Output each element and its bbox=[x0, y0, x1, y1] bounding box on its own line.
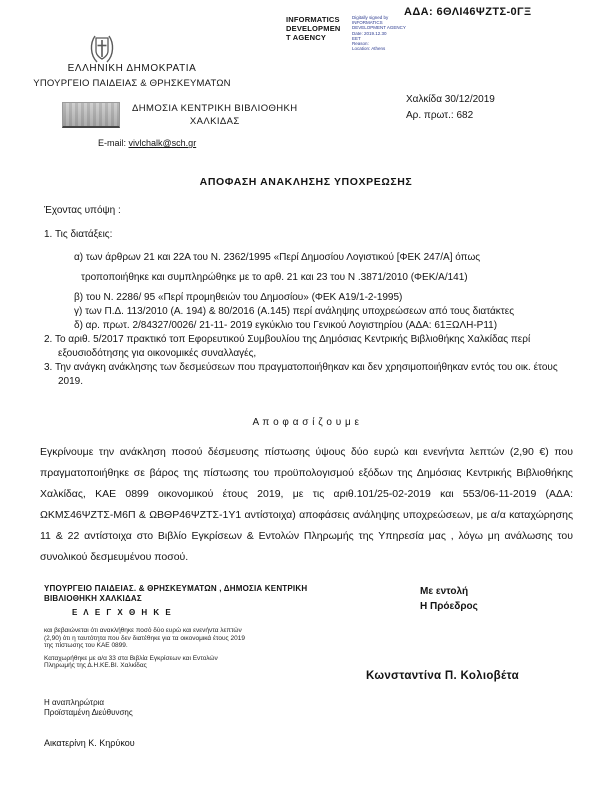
header-authority bbox=[16, 63, 248, 89]
page-title: ΑΠΟΦΑΣΗ ΑΝΑΚΛΗΣΗΣ ΥΠΟΧΡΕΩΣΗΣ bbox=[199, 176, 413, 188]
certification-block bbox=[44, 584, 307, 618]
email-link[interactable]: vivlchalk@sch.gr bbox=[128, 138, 197, 148]
deputy-signature-name: Αικατερίνη Κ. Κηρύκου bbox=[44, 738, 135, 748]
place-date: Χαλκίδα 30/12/2019 bbox=[406, 94, 495, 105]
stamp-agency-name: INFORMATICS DEVELOPMEN T AGENCY bbox=[286, 15, 341, 42]
president-title: Η Πρόεδρος bbox=[420, 601, 478, 612]
digital-signature-stamp bbox=[286, 15, 424, 51]
library-header bbox=[62, 102, 298, 128]
library-logo-image bbox=[62, 102, 120, 128]
decision-heading: Α π ο φ α σ ί ζ ο υ μ ε bbox=[252, 417, 360, 428]
law-item-a-cont: τροποποιήθηκε και συμπληρώθηκε με το αρθ. 21 και 23 του Ν .3871/2010 (ΦΕΚ/Α/141) bbox=[81, 272, 468, 283]
email-line bbox=[98, 138, 196, 148]
considerations-section bbox=[44, 205, 572, 389]
president-signature-name: Κωνσταντίνα Π. Κολιοβέτα bbox=[366, 670, 519, 682]
law-item-b: β) του Ν. 2286/ 95 «Περί προμηθειών του Δημοσίου» (ΦΕΚ Α19/1-2-1995) bbox=[74, 292, 403, 303]
checked-label: Ε Λ Ε Γ Χ Θ Η Κ Ε bbox=[72, 608, 173, 617]
consideration-item-2: 2. Το αριθ. 5/2017 πρακτικό τοπ Εφορευτικού Συμβουλίου της Δημόσιας Κεντρικής Βιβλιοθήκης Χαλκίδας περί εξουσιοδότησης για οικονομικές συναλλαγές, bbox=[44, 334, 531, 359]
certification-line-1: ΥΠΟΥΡΓΕΙΟ ΠΑΙΔΕΙΑΣ. & ΘΡΗΣΚΕΥΜΑΤΩΝ , ΔΗΜΟΣΙΑ ΚΕΝΤΡΙΚΗ bbox=[44, 584, 308, 593]
certification-line-2: ΒΙΒΛΙΟΘΗΚΗ ΧΑΛΚΙΔΑΣ bbox=[44, 594, 142, 603]
law-item-c: γ) των Π.Δ. 113/2010 (Α. 194) & 80/2016 (Α.145) περί ανάληψης υποχρεώσεων από τους διατάκτες bbox=[74, 306, 515, 317]
law-item-a: α) των άρθρων 21 και 22Α του Ν. 2362/1995 «Περί Δημοσίου Λογιστικού [ΦΕΚ 247/Α] όπως bbox=[74, 252, 481, 263]
ministry-label: ΥΠΟΥΡΓΕΙΟ ΠΑΙΔΕΙΑΣ & ΘΡΗΣΚΕΥΜΑΤΩΝ bbox=[33, 78, 231, 89]
date-protocol-block bbox=[406, 92, 495, 124]
hellenic-republic-label: ΕΛΛΗΝΙΚΗ ΔΗΜΟΚΡΑΤΙΑ bbox=[67, 63, 197, 74]
stamp-signature-details: Digitally signed by INFORMATICS DEVELOPMENT AGENCY Date: 2019.12.30 EET Reason: Location: Athens bbox=[352, 15, 406, 52]
deputy-role-2: Προϊσταμένη Διεύθυνσης bbox=[44, 708, 133, 717]
protocol-number: Αρ. πρωτ.: 682 bbox=[406, 110, 474, 121]
law-item-d: δ) αρ. πρωτ. 2/84327/0026/ 21-11- 2019 εγκύκλιο του Γενικού Λογιστηρίου (ΑΔΑ: 61ΞΩΛΗ-Ρ11) bbox=[74, 320, 498, 331]
deputy-title-block bbox=[44, 698, 133, 718]
by-order-block bbox=[420, 584, 478, 614]
decision-body: Εγκρίνουμε την ανάκληση ποσού δέσμευσης πίστωσης ύψους δύο ευρώ και ενενήντα λεπτών (2,90 €) που πραγματοποιήθηκε σε βάρος της πίστωσης του προϋπολογισμού εξόδων της Δημόσιας Κεντρικής Βιβλιοθήκης Χαλκίδας, ΚΑΕ 0899 οικονομικού έτους 2019, με τις αριθ.101/25-02-2019 και 553/06-11-2019 (ΑΔΑ: ΩΚΜΣ46ΨΖΤΣ-Μ6Π & ΩΒΘΡ46ΨΖΤΣ-1Υ1 αντίστοιχα) αποφάσεις ανάληψης υποχρεώσεων, με α/α καταχώρησης 11 & 22 αντίστοιχα στο Βιβλίο Εγκρίσεων & Εντολών Πληρωμής της Υπηρεσία μας , λόγω μη ανάλωσης του συνολικού δεσμευμένου ποσού. bbox=[40, 446, 573, 563]
ada-code: ΑΔΑ: 6ΘΛΙ46ΨΖΤΣ-0ΓΞ bbox=[404, 6, 532, 18]
fine-print-block: και βεβαιώνεται ότι ανακλήθηκε ποσό δύο ευρώ και ενενήντα λεπτών (2,90) ότι η ταυτότητα που δεν διατέθηκε για τα οικονομικά έτους 2019 της πίστωσης του ΚΑΕ 0899. Καταχωρήθηκε με α/α 33 στα Βιβλία Εγκρίσεων και Εντολών Πληρωμής της Δ.Η.ΚΕ.ΒΙ. Χαλκίδας bbox=[44, 627, 245, 670]
library-name: ΔΗΜΟΣΙΑ ΚΕΝΤΡΙΚΗ ΒΙΒΛΙΟΘΗΚΗ ΧΑΛΚΙΔΑΣ bbox=[132, 103, 298, 127]
email-label: E-mail: bbox=[98, 138, 127, 148]
deputy-role-1: Η αναπληρώτρια bbox=[44, 698, 105, 707]
consideration-item-1: 1. Τις διατάξεις: bbox=[44, 229, 113, 240]
by-order-label: Με εντολή bbox=[420, 586, 469, 597]
considerations-intro: Έχοντας υπόψη : bbox=[44, 205, 121, 216]
consideration-item-3: 3. Την ανάγκη ανάκλησης των δεσμεύσεων που πραγματοποιήθηκαν και δεν χρησιμοποιήθηκαν εντός του οικ. έτους 2019. bbox=[44, 362, 558, 387]
